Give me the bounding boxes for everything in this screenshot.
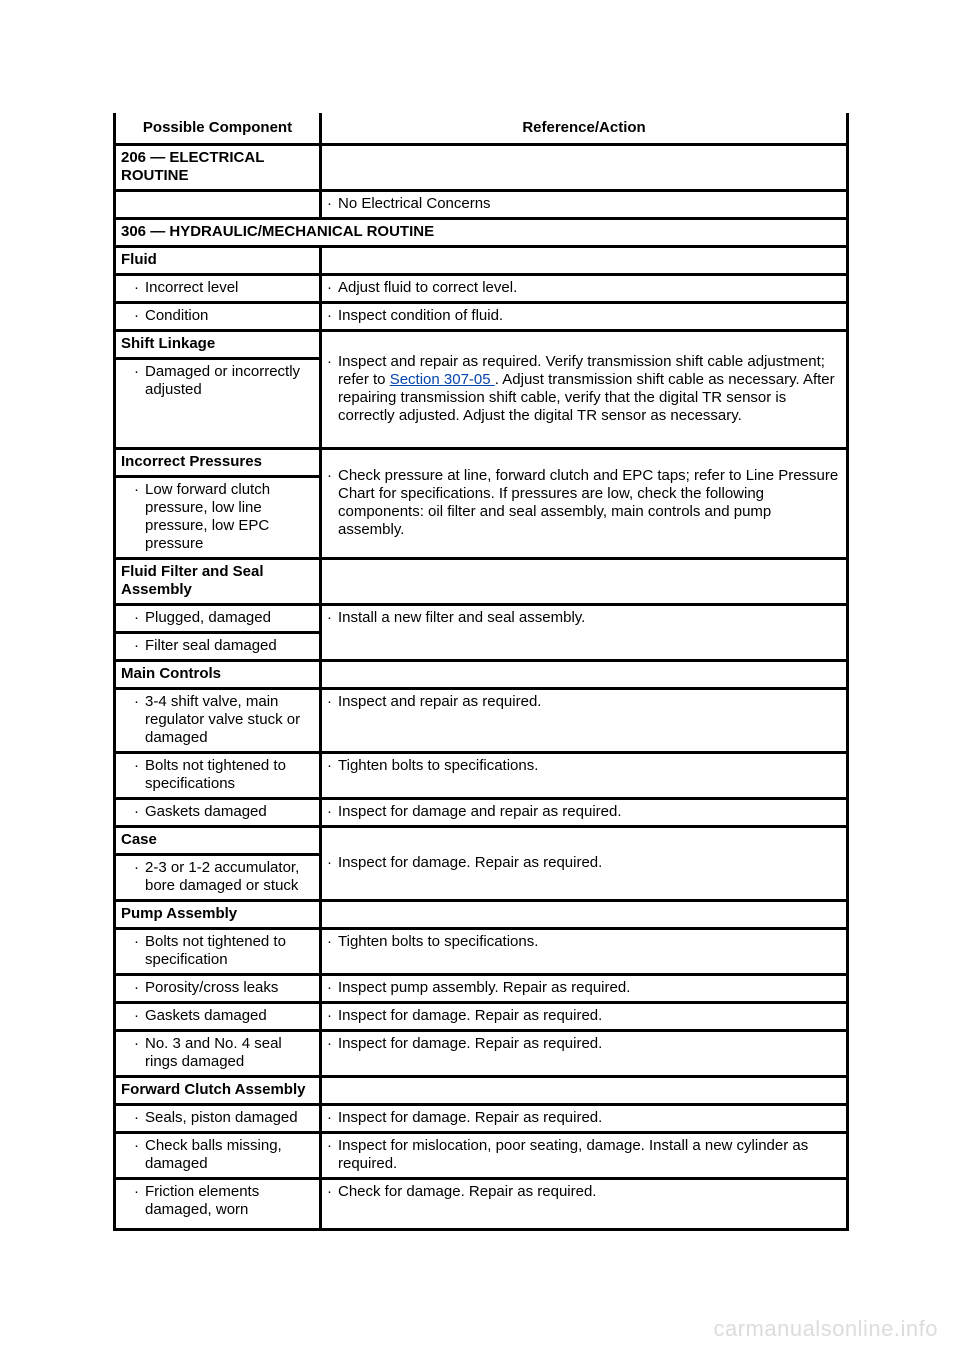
table-row — [115, 303, 848, 331]
action-text: Inspect for damage. Repair as required. — [338, 1109, 603, 1126]
bullet: · — [327, 353, 332, 370]
bullet: · — [134, 1035, 139, 1052]
component-text: Bolts not tightened to specifications — [145, 757, 286, 792]
action-cell — [321, 303, 848, 331]
bullet: · — [327, 609, 332, 626]
bullet: · — [327, 933, 332, 950]
table-row — [115, 1179, 848, 1230]
header-reference-action: Reference/Action — [321, 113, 848, 145]
component-cell — [115, 1179, 321, 1230]
action-cell — [321, 1003, 848, 1031]
component-cell — [115, 689, 321, 753]
action-cell — [321, 331, 848, 449]
component-cell — [115, 855, 321, 901]
action-text: Check for damage. Repair as required. — [338, 1183, 597, 1200]
table-row — [115, 753, 848, 799]
table-row — [115, 929, 848, 975]
component-text: Damaged or incorrectly adjusted — [145, 363, 301, 398]
action-text: Adjust fluid to correct level. — [338, 279, 518, 296]
action-cell — [321, 799, 848, 827]
table-row — [115, 1031, 848, 1077]
action-cell — [321, 1179, 848, 1230]
component-text: 3-4 shift valve, main regulator valve stuck or damaged — [145, 693, 301, 746]
component-cell — [115, 633, 321, 661]
action-cell — [321, 753, 848, 799]
action-cell — [321, 1105, 848, 1133]
bullet: · — [327, 854, 332, 871]
component-text: Filter seal damaged — [145, 637, 277, 654]
table-row — [115, 145, 848, 191]
component-cell — [115, 605, 321, 633]
empty-cell — [321, 247, 848, 275]
component-text: Plugged, damaged — [145, 609, 271, 626]
component-cell — [115, 477, 321, 559]
component-cell — [115, 303, 321, 331]
component-text: Condition — [145, 307, 209, 324]
bullet: · — [327, 757, 332, 774]
component-cell — [115, 753, 321, 799]
table-row — [115, 901, 848, 929]
action-cell — [321, 929, 848, 975]
empty-cell — [321, 559, 848, 605]
component-cell — [115, 1105, 321, 1133]
bullet: · — [134, 307, 139, 324]
table-row — [115, 605, 848, 633]
table-row — [115, 219, 848, 247]
table-row — [115, 1133, 848, 1179]
bullet: · — [327, 195, 332, 212]
table-row — [115, 975, 848, 1003]
bullet: · — [327, 467, 332, 484]
header-possible-component: Possible Component — [115, 113, 321, 145]
action-text: Tighten bolts to specifications. — [338, 757, 539, 774]
bullet: · — [134, 693, 139, 710]
bullet: · — [134, 1137, 139, 1154]
table-row — [115, 449, 848, 477]
table-row — [115, 1105, 848, 1133]
empty-cell — [115, 191, 321, 219]
section-incorrect-pressures: Incorrect Pressures — [115, 449, 321, 477]
empty-cell — [321, 1077, 848, 1105]
bullet: · — [327, 979, 332, 996]
action-text: Inspect for damage and repair as required. — [338, 803, 622, 820]
section-shift-linkage: Shift Linkage — [115, 331, 321, 359]
component-cell — [115, 359, 321, 449]
section-main-controls: Main Controls — [115, 661, 321, 689]
bullet: · — [134, 1007, 139, 1024]
table-header-row — [115, 113, 848, 145]
action-cell — [321, 1031, 848, 1077]
component-text: Incorrect level — [145, 279, 239, 296]
action-text: No Electrical Concerns — [338, 195, 491, 212]
section-case: Case — [115, 827, 321, 855]
bullet: · — [134, 1183, 139, 1200]
table-row — [115, 799, 848, 827]
action-cell — [321, 689, 848, 753]
action-text: Check pressure at line, forward clutch and EPC taps; refer to Line Pressure Chart for specifications. If pressures are low, check the following components: oil filter and seal assembly, main controls and pump assembly. — [338, 467, 839, 538]
bullet: · — [134, 979, 139, 996]
action-cell — [321, 191, 848, 219]
empty-cell — [321, 661, 848, 689]
bullet: · — [327, 693, 332, 710]
action-text: Inspect for mislocation, poor seating, damage. Install a new cylinder as required. — [338, 1137, 809, 1172]
table-row — [115, 331, 848, 359]
section-forward-clutch: Forward Clutch Assembly — [115, 1077, 321, 1105]
section-fluid-filter: Fluid Filter and Seal Assembly — [115, 559, 321, 605]
table-row — [115, 1003, 848, 1031]
bullet: · — [134, 279, 139, 296]
section-pump-assembly: Pump Assembly — [115, 901, 321, 929]
table-row — [115, 689, 848, 753]
table-row — [115, 559, 848, 605]
bullet: · — [327, 1183, 332, 1200]
section-fluid: Fluid — [115, 247, 321, 275]
bullet: · — [134, 481, 139, 498]
bullet: · — [134, 859, 139, 876]
bullet: · — [327, 279, 332, 296]
component-text: No. 3 and No. 4 seal rings damaged — [145, 1035, 282, 1070]
bullet: · — [134, 1109, 139, 1126]
watermark: carmanualsonline.info — [713, 1316, 938, 1341]
bullet: · — [327, 1137, 332, 1154]
bullet: · — [327, 1109, 332, 1126]
action-cell — [321, 605, 848, 661]
component-text: 2-3 or 1-2 accumulator, bore damaged or stuck — [145, 859, 300, 894]
component-cell — [115, 929, 321, 975]
section-electrical: 206 — ELECTRICAL ROUTINE — [115, 145, 321, 191]
component-text: Gaskets damaged — [145, 1007, 267, 1024]
bullet: · — [327, 307, 332, 324]
component-text: Low forward clutch pressure, low line pressure, low EPC pressure — [145, 481, 271, 552]
table-row — [115, 191, 848, 219]
component-cell — [115, 1133, 321, 1179]
action-text: Inspect and repair as required. — [338, 693, 542, 710]
empty-cell — [321, 145, 848, 191]
component-text: Gaskets damaged — [145, 803, 267, 820]
bullet: · — [327, 1035, 332, 1052]
empty-cell — [321, 901, 848, 929]
section-307-05-link[interactable]: Section 307-05 — [389, 371, 495, 388]
action-text: . Adjust transmission shift cable as necessary. After repairing transmission shift cable, verify that the digital TR sensor is correctly adjusted. Adjust the digital TR sensor as necessary. — [338, 371, 835, 424]
component-cell — [115, 975, 321, 1003]
component-text: Porosity/cross leaks — [145, 979, 279, 996]
section-hydraulic-mechanical: 306 — HYDRAULIC/MECHANICAL ROUTINE — [115, 219, 848, 247]
action-text: Inspect for damage. Repair as required. — [338, 1035, 603, 1052]
bullet: · — [134, 637, 139, 654]
component-cell — [115, 275, 321, 303]
bullet: · — [134, 803, 139, 820]
bullet: · — [134, 757, 139, 774]
action-cell — [321, 449, 848, 559]
action-text: Inspect condition of fluid. — [338, 307, 504, 324]
bullet: · — [134, 933, 139, 950]
component-text: Check balls missing, damaged — [145, 1137, 282, 1172]
component-text: Friction elements damaged, worn — [145, 1183, 260, 1218]
action-cell — [321, 975, 848, 1003]
component-cell — [115, 799, 321, 827]
table-row — [115, 275, 848, 303]
diagnosis-table — [113, 113, 849, 1231]
action-text: Inspect for damage. Repair as required. — [338, 1007, 603, 1024]
action-text: Inspect pump assembly. Repair as required. — [338, 979, 631, 996]
table-row — [115, 247, 848, 275]
action-cell — [321, 275, 848, 303]
component-text: Seals, piston damaged — [145, 1109, 298, 1126]
bullet: · — [134, 609, 139, 626]
bullet: · — [134, 363, 139, 380]
table-row — [115, 1077, 848, 1105]
component-cell — [115, 1031, 321, 1077]
action-text: Tighten bolts to specifications. — [338, 933, 539, 950]
action-cell — [321, 1133, 848, 1179]
action-text: Inspect for damage. Repair as required. — [338, 854, 603, 871]
action-text: Install a new filter and seal assembly. — [338, 609, 586, 626]
action-text: Inspect and repair as required. Verify transmission shift cable adjustment; refer to — [338, 353, 825, 388]
bullet: · — [327, 1007, 332, 1024]
action-cell — [321, 827, 848, 901]
bullet: · — [327, 803, 332, 820]
component-text: Bolts not tightened to specification — [145, 933, 286, 968]
table-row — [115, 827, 848, 855]
component-cell — [115, 1003, 321, 1031]
table-row — [115, 661, 848, 689]
